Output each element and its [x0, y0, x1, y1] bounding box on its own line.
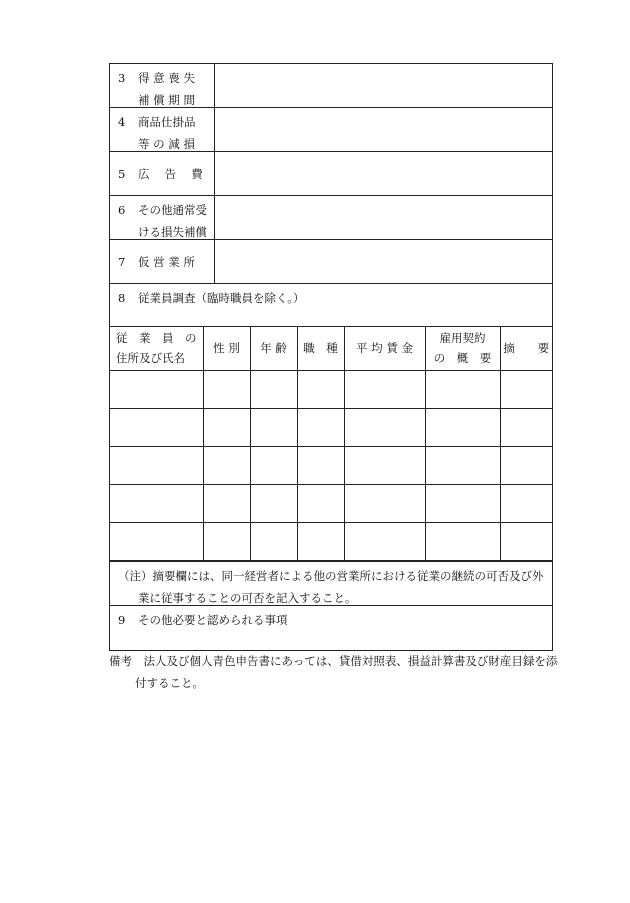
- table-cell[interactable]: [344, 522, 425, 560]
- item-value-cell[interactable]: [215, 64, 552, 107]
- item-label-line2: 補 償 期 間: [138, 93, 195, 107]
- item-number: 3: [118, 71, 126, 85]
- note-line1: （注）摘要欄には、同一経営者による他の営業所における従業の継続の可否及び外: [118, 568, 544, 583]
- item-value-cell[interactable]: [215, 196, 552, 239]
- table-cell[interactable]: [425, 484, 500, 522]
- item-number: 5: [118, 167, 126, 181]
- form-table: [109, 63, 553, 651]
- item-row-6: [110, 196, 552, 240]
- table-cell[interactable]: [500, 408, 552, 446]
- table-cell[interactable]: [250, 522, 297, 560]
- remarks-line1: 備考 法人及び個人青色申告書にあっては、貸借対照表、損益計算書及び財産目録を添: [109, 654, 558, 668]
- item-row-9: [110, 606, 552, 650]
- table-row: [110, 408, 552, 446]
- item-row-7: [110, 240, 552, 284]
- note-row: [110, 562, 552, 606]
- table-cell[interactable]: [250, 446, 297, 484]
- note-text: [110, 562, 548, 605]
- table-cell[interactable]: [500, 370, 552, 408]
- table-cell[interactable]: [425, 370, 500, 408]
- remarks-note: [109, 650, 559, 694]
- table-row: [110, 484, 552, 522]
- table-cell[interactable]: [297, 446, 344, 484]
- table-cell[interactable]: [250, 484, 297, 522]
- table-cell[interactable]: [425, 522, 500, 560]
- item-label-line1: 広 告 費: [138, 167, 203, 181]
- item-value-cell[interactable]: [215, 240, 552, 283]
- table-cell[interactable]: [297, 522, 344, 560]
- table-cell[interactable]: [500, 446, 552, 484]
- item-row-3: [110, 64, 552, 108]
- item-label: [110, 108, 215, 151]
- item-value-cell[interactable]: [215, 152, 552, 195]
- note-line2: 業に従事することの可否を記入すること。: [138, 590, 357, 605]
- header-remarks: 摘 要: [500, 327, 552, 370]
- table-cell[interactable]: [203, 370, 250, 408]
- table-cell[interactable]: [250, 370, 297, 408]
- employee-table-header: [110, 327, 552, 370]
- table-cell[interactable]: [425, 446, 500, 484]
- item-label: [110, 240, 215, 283]
- item-label: [110, 64, 215, 107]
- table-cell[interactable]: [344, 408, 425, 446]
- table-row: [110, 446, 552, 484]
- table-cell[interactable]: [203, 522, 250, 560]
- table-cell[interactable]: [250, 408, 297, 446]
- header-name-address: 従 業 員 の 住所及び氏名: [110, 327, 203, 370]
- item-label-line1: その他通常受: [138, 203, 207, 217]
- item-number: 6: [118, 203, 126, 217]
- table-cell[interactable]: [110, 408, 203, 446]
- survey-heading: [110, 284, 305, 326]
- other-heading: [110, 606, 288, 650]
- employee-table: [110, 327, 552, 561]
- table-cell[interactable]: [203, 446, 250, 484]
- item-number: 9: [118, 612, 126, 627]
- table-cell[interactable]: [110, 370, 203, 408]
- item-label-line2: ける損失補償: [138, 225, 207, 239]
- item-label: [110, 152, 215, 195]
- table-cell[interactable]: [110, 522, 203, 560]
- item-label-line1: 仮 営 業 所: [138, 255, 195, 269]
- table-cell[interactable]: [344, 484, 425, 522]
- table-cell[interactable]: [500, 484, 552, 522]
- employee-section: [110, 327, 552, 562]
- item-number: 7: [118, 255, 126, 269]
- remarks-line2: 付すること。: [135, 676, 204, 690]
- table-cell[interactable]: [500, 522, 552, 560]
- survey-row: [110, 284, 552, 327]
- item-row-4: [110, 108, 552, 152]
- table-cell[interactable]: [425, 408, 500, 446]
- table-cell[interactable]: [110, 484, 203, 522]
- table-cell[interactable]: [203, 408, 250, 446]
- table-cell[interactable]: [110, 446, 203, 484]
- item-label-line1: 商品仕掛品: [138, 115, 196, 129]
- header-contract: 雇用契約 の 概 要: [425, 327, 500, 370]
- header-gender: 性 別: [203, 327, 250, 370]
- table-cell[interactable]: [297, 484, 344, 522]
- item-label: [110, 196, 215, 239]
- survey-title: 従業員調査（臨時職員を除く。）: [138, 291, 305, 305]
- header-age: 年 齢: [250, 327, 297, 370]
- table-cell[interactable]: [297, 370, 344, 408]
- header-job: 職 種: [297, 327, 344, 370]
- other-text: その他必要と認められる事項: [138, 612, 288, 627]
- item-number: 4: [118, 115, 126, 129]
- table-cell[interactable]: [203, 484, 250, 522]
- item-number: 8: [118, 291, 126, 305]
- table-row: [110, 522, 552, 560]
- item-label-line1: 得 意 喪 失: [138, 71, 195, 85]
- table-row: [110, 370, 552, 408]
- item-value-cell[interactable]: [215, 108, 552, 151]
- item-label-line2: 等 の 減 損: [138, 137, 195, 151]
- item-row-5: [110, 152, 552, 196]
- table-cell[interactable]: [297, 408, 344, 446]
- header-wage: 平 均 賃 金: [344, 327, 425, 370]
- table-cell[interactable]: [344, 370, 425, 408]
- table-cell[interactable]: [344, 446, 425, 484]
